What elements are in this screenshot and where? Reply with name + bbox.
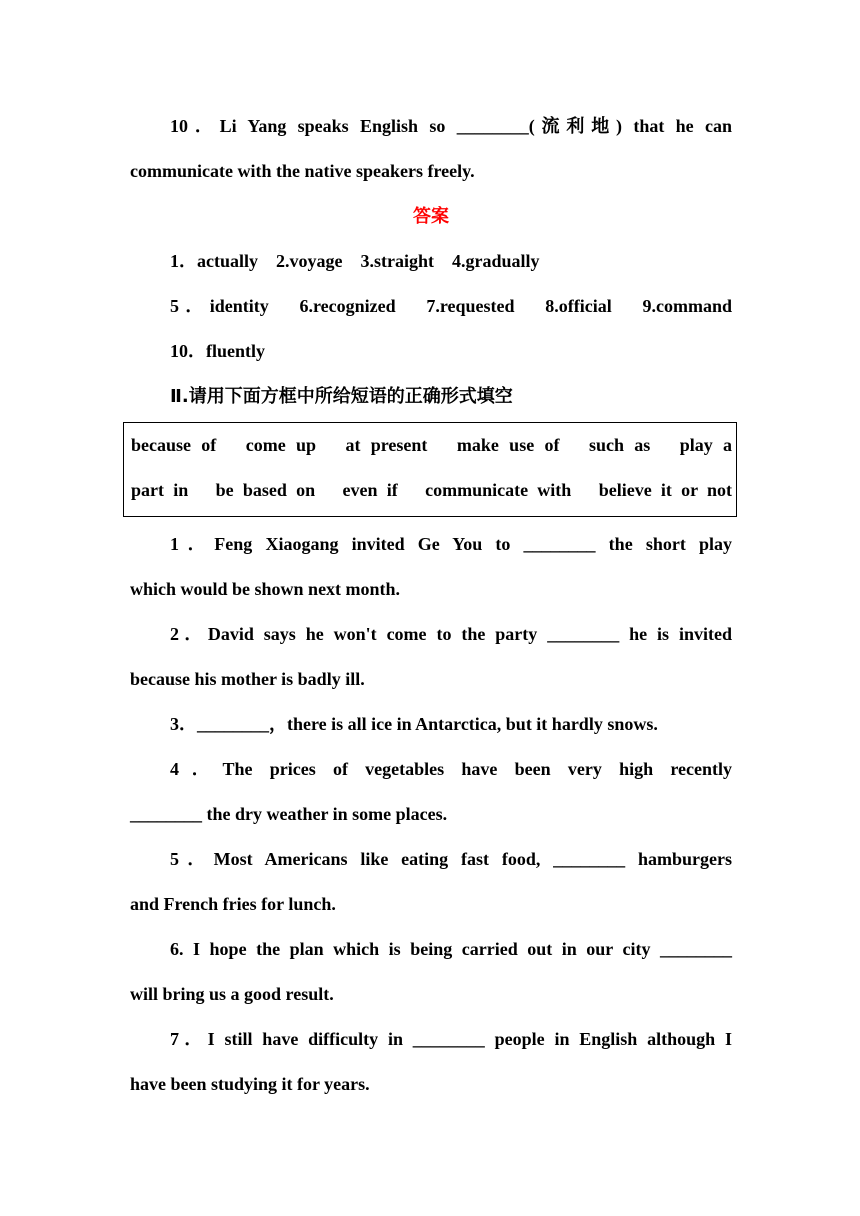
answers-line-1: 1．actually 2.voyage 3.straight 4.gradually bbox=[170, 251, 540, 271]
question-6-line-1: 6. I hope the plan which is being carried out in our city ________ bbox=[170, 939, 732, 959]
phrase-box-line-1: because of come up at present make use of such as play a bbox=[131, 435, 732, 455]
phrase-box bbox=[123, 422, 737, 517]
section-title: Ⅱ.请用下面方框中所给短语的正确形式填空 bbox=[170, 386, 513, 407]
question-2-line-2: because his mother is badly ill. bbox=[130, 669, 365, 689]
answers-line-3: 10．fluently bbox=[170, 341, 266, 361]
question-3-line-1: 3．________，there is all ice in Antarctica, but it hardly snows. bbox=[170, 714, 658, 734]
question-4-line-1: 4．The prices of vegetables have been very high recently bbox=[170, 759, 732, 779]
question-10-line-2: communicate with the native speakers freely. bbox=[130, 161, 475, 181]
question-2-line-1: 2．David says he won't come to the party ________ he is invited bbox=[170, 624, 732, 644]
answers-line-2: 5．identity 6.recognized 7.requested 8.official 9.command bbox=[170, 296, 732, 316]
question-7-line-1: 7．I still have difficulty in ________ people in English although I bbox=[170, 1029, 732, 1049]
answer-heading: 答案 bbox=[413, 206, 449, 227]
question-1-line-1: 1．Feng Xiaogang invited Ge You to ________ the short play bbox=[170, 534, 732, 554]
question-5-line-2: and French fries for lunch. bbox=[130, 894, 336, 914]
document-page bbox=[130, 104, 732, 1107]
question-7-line-2: have been studying it for years. bbox=[130, 1074, 370, 1094]
phrase-box-line-2: part in be based on even if communicate with believe it or not bbox=[131, 480, 732, 500]
question-1-line-2: which would be shown next month. bbox=[130, 579, 401, 599]
question-5-line-1: 5．Most Americans like eating fast food, ________ hamburgers bbox=[170, 849, 732, 869]
question-10-line-1: 10．Li Yang speaks English so ________(流利地) that he can bbox=[170, 116, 732, 136]
question-4-line-2: ________ the dry weather in some places. bbox=[130, 804, 448, 824]
question-6-line-2: will bring us a good result. bbox=[130, 984, 334, 1004]
